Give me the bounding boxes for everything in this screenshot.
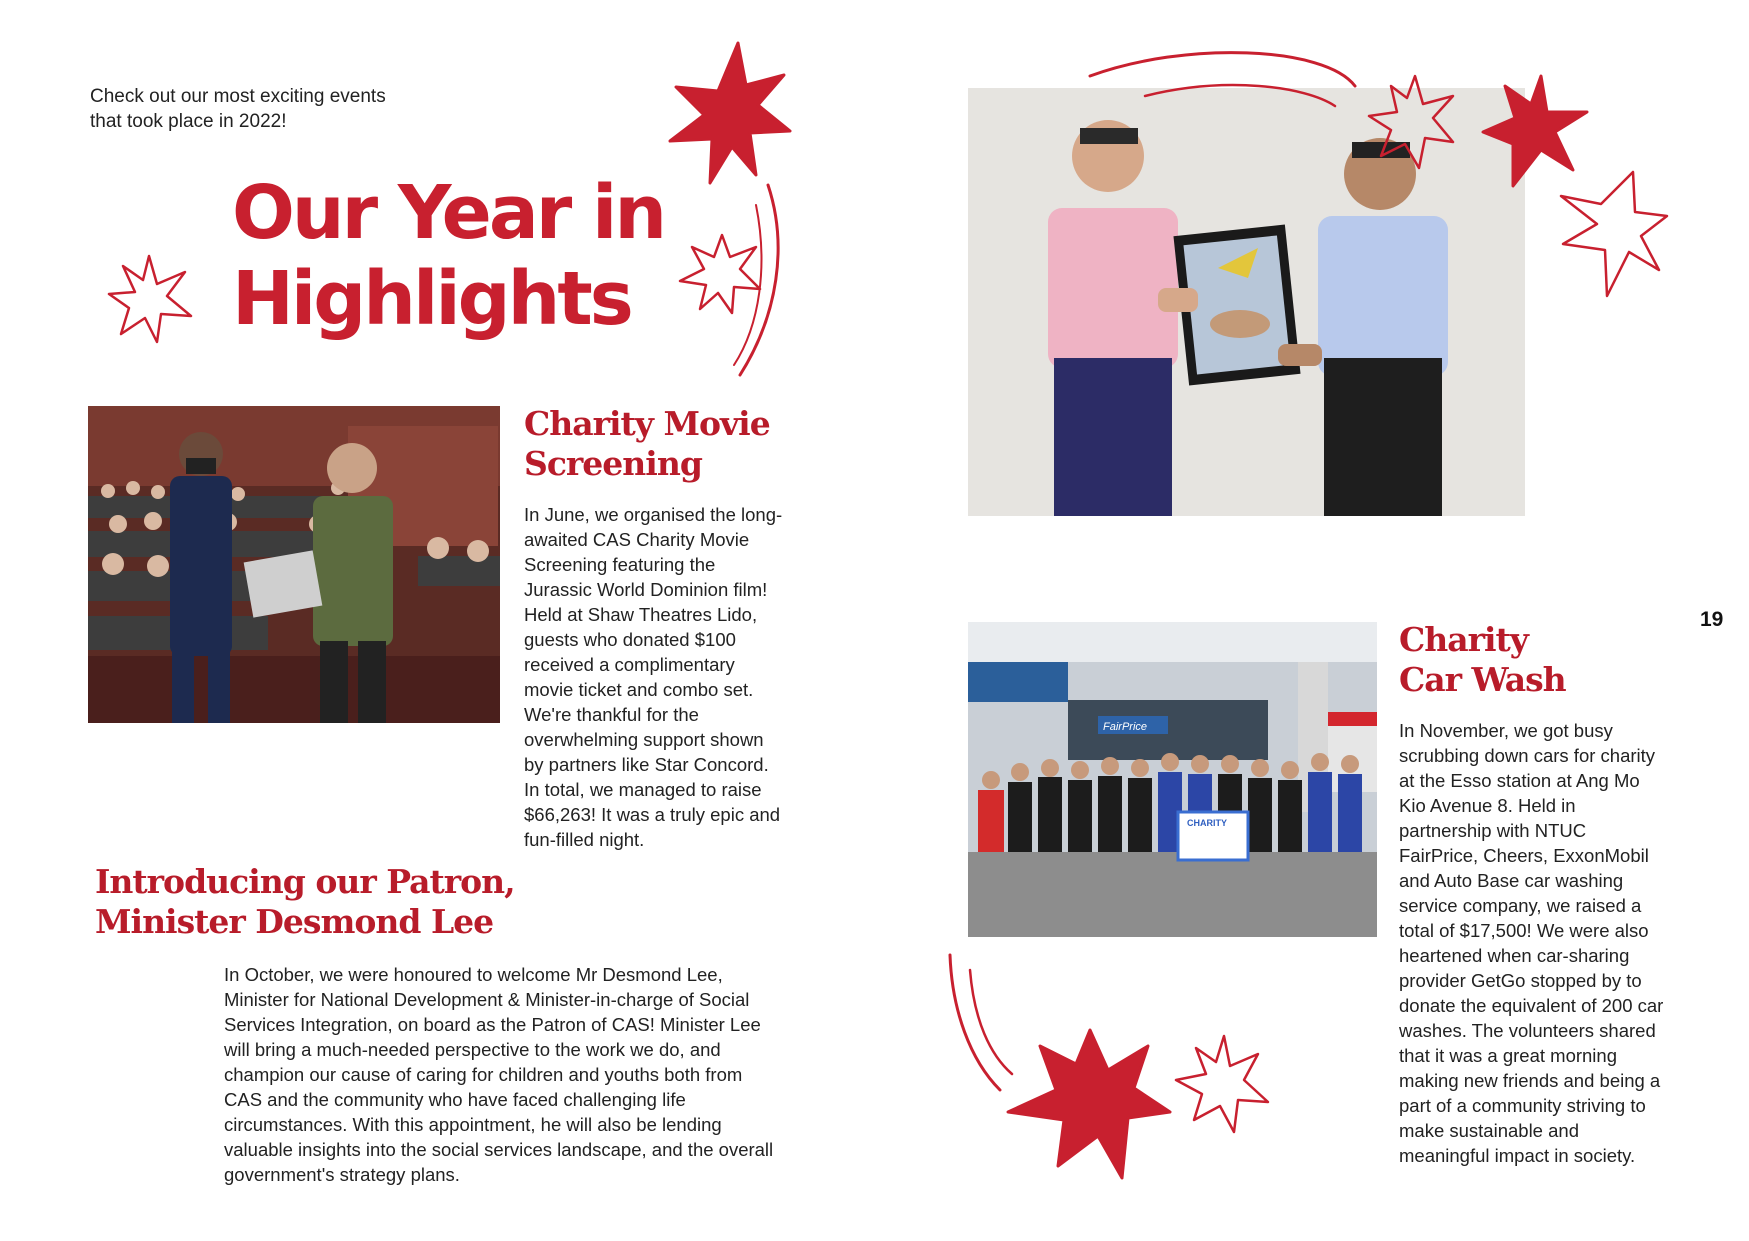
outline-star-icon xyxy=(1561,172,1667,296)
page-number: 19 xyxy=(1700,608,1724,631)
outline-star-icon xyxy=(1176,1036,1268,1132)
patron-title-line-2: Minister Desmond Lee xyxy=(95,902,494,941)
car-wash-section-title xyxy=(1399,620,1619,700)
motion-line-icon xyxy=(1090,53,1355,86)
movie-title-line-1: Charity Movie xyxy=(524,404,770,443)
filled-star-icon xyxy=(1483,76,1587,186)
outline-star-icon xyxy=(105,250,195,346)
patron-title-line-1: Introducing our Patron, xyxy=(95,862,515,901)
patron-section-title xyxy=(95,862,615,942)
car-wash-title-line-2: Car Wash xyxy=(1399,660,1566,699)
star-doodle-decoration-top-right xyxy=(1085,46,1685,316)
movie-section-title xyxy=(524,404,784,484)
outline-star-icon xyxy=(1369,76,1453,168)
car-wash-group-photo xyxy=(968,622,1377,937)
charity-signage: CHARITY xyxy=(1187,818,1227,828)
intro-text: Check out our most exciting events that took place in 2022! xyxy=(90,86,386,132)
motion-line-icon xyxy=(1145,85,1335,106)
fairprice-sign: FairPrice xyxy=(1103,721,1148,733)
movie-section-body: In June, we organised the long-awaited CAS Charity Movie Screening featuring the Jurassic World Dominion film! Held at Shaw Theatres Lido, guests who donated $100 received a complimentary movie ticket and combo set. We're thankful for the overwhelming support shown by partners like Star Concord. In total, we managed to raise $66,263! It was a truly epic and fun-filled night. xyxy=(524,504,783,850)
star-doodle-decoration-top xyxy=(660,35,800,395)
movie-screening-photo xyxy=(88,406,500,723)
page-title-line-2: Highlights xyxy=(232,256,631,342)
car-wash-section-body: In November, we got busy scrubbing down cars for charity at the Esso station at Ang Mo Kio Avenue 8. Held in partnership with NTUC FairPrice, Cheers, ExxonMobil and Auto Base car washing service company, we raised a total of $17,500! We were also heartened when car-sharing provider GetGo stopped by to donate the equivalent of 200 car washes. The volunteers shared that it was a great morning making new friends and being a part of a community striving to make sustainable and meaningful impact in society. xyxy=(1399,720,1664,1166)
car-wash-title-line-1: Charity xyxy=(1399,620,1528,659)
filled-star-icon xyxy=(670,43,790,183)
motion-line-icon xyxy=(740,185,778,375)
motion-line-icon xyxy=(950,955,1000,1090)
filled-star-icon xyxy=(1008,1030,1170,1178)
outline-star-icon xyxy=(680,235,760,313)
movie-title-line-2: Screening xyxy=(524,444,702,483)
patron-section-body: In October, we were honoured to welcome Mr Desmond Lee, Minister for National Development & Minister-in-charge of Social Services Integration, on board as the Patron of CAS! Minister Lee will bring a much-needed perspective to the work we do, and champion our cause of caring for children and youths both from CAS and the community who have faced challenging life circumstances. With this appointment, he will also be lending valuable insights into the social services landscape, and the overall government's strategy plans. xyxy=(224,964,774,1185)
page-title xyxy=(232,170,664,342)
page-title-line-1: Our Year in xyxy=(232,170,665,256)
star-doodle-decoration-bottom xyxy=(940,950,1280,1200)
